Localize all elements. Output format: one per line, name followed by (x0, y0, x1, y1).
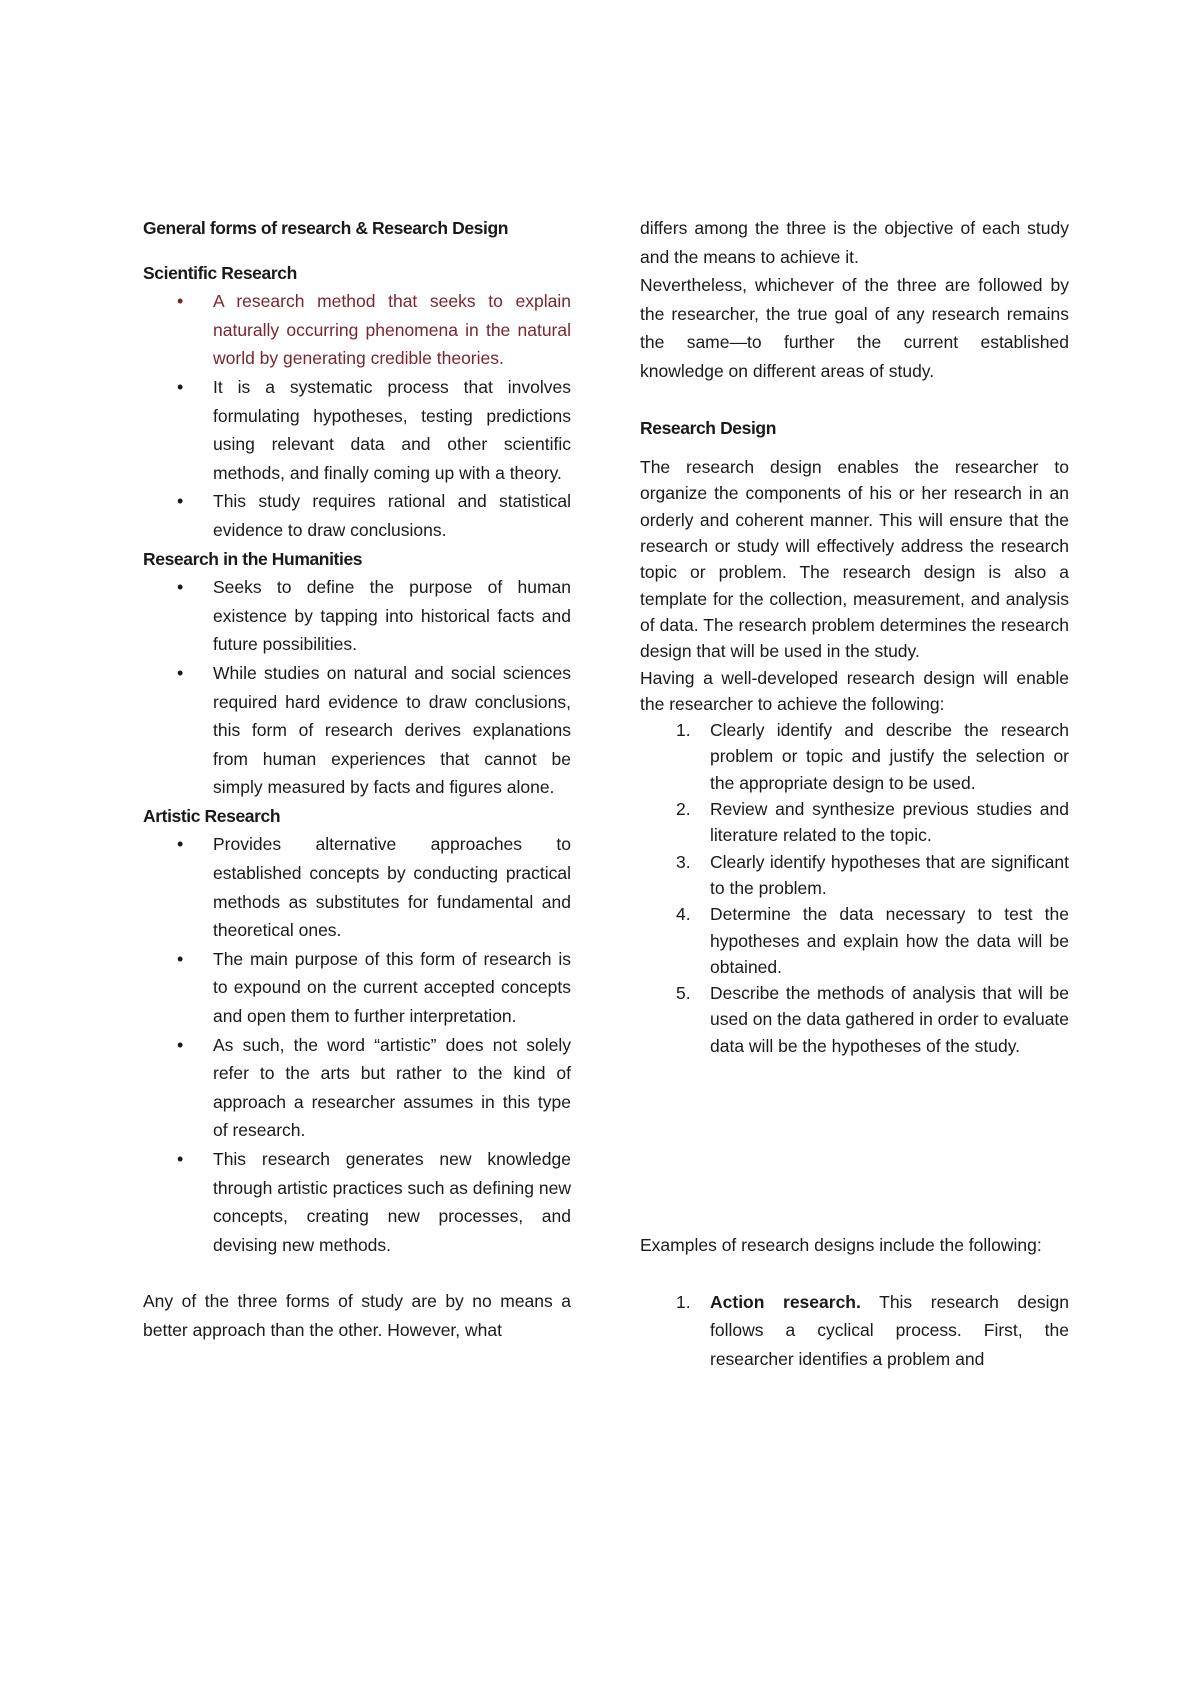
list-item: 3. Clearly identify hypotheses that are significant to the problem. (676, 851, 1069, 898)
document-title: General forms of research & Research Design (143, 218, 509, 238)
list-item: • This research generates new knowledge through artistic practices such as defining new concepts, creating new processes, and devising new methods. (143, 1145, 571, 1259)
list-item: • Provides alternative approaches to established concepts by conducting practical methods as substitutes for fundamental and theoretical ones. (143, 830, 571, 944)
scientific-research-heading: Scientific Research (143, 262, 297, 283)
humanities-heading: Research in the Humanities (143, 548, 363, 569)
list-item: 2. Review and synthesize previous studies and literature related to the topic. (676, 799, 1069, 846)
research-design-intro: Having a well-developed research design will enable the researcher to achieve the following: (640, 667, 1069, 714)
right-column (640, 214, 1069, 1373)
artistic-research-list (143, 830, 571, 1259)
left-column (143, 214, 571, 1345)
research-design-paragraph: The research design enables the researcher to organize the components of his or her research in an orderly and coherent manner. This will ensure that the research or study will effectively address the research topic or problem. The research design is also a template for the collection, measurement, and analysis of data. The research problem determines the research design that will be used in the study. (640, 457, 1069, 662)
list-item: • Seeks to define the purpose of human existence by tapping into historical facts and future possibilities. (143, 573, 571, 659)
closing-paragraph-part1: Any of the three forms of study are by no means a better approach than the other. However, what (143, 1291, 571, 1340)
list-item: 4. Determine the data necessary to test the hypotheses and explain how the data will be obtained. (676, 904, 1069, 977)
scientific-research-list (143, 287, 571, 544)
nevertheless-paragraph: Nevertheless, whichever of the three are followed by the researcher, the true goal of any research remains the same—to further the current established knowledge on different areas of study. (640, 275, 1069, 381)
list-item: • As such, the word “artistic” does not solely refer to the arts but rather to the kind of approach a researcher assumes in this type of research. (143, 1031, 571, 1145)
list-item: • A research method that seeks to explain naturally occurring phenomena in the natural world by generating credible theories. (143, 287, 571, 373)
list-item: • This study requires rational and statistical evidence to draw conclusions. (143, 487, 571, 544)
list-item: • While studies on natural and social sciences required hard evidence to draw conclusions, this form of research derives explanations from human experiences that cannot be simply measured by facts and figures alone. (143, 659, 571, 802)
list-item: 1. Action research. This research design follows a cyclical process. First, the researcher identifies a problem and (676, 1291, 1069, 1369)
research-design-heading: Research Design (640, 417, 777, 438)
list-item: 1. Clearly identify and describe the research problem or topic and justify the selection or the appropriate design to be used. (676, 720, 1069, 793)
closing-paragraph-part2: differs among the three is the objective of each study and the means to achieve it. (640, 218, 1069, 267)
humanities-list (143, 573, 571, 802)
example-term: Action research. (710, 1291, 861, 1312)
research-design-steps (640, 717, 1069, 1059)
list-item: • The main purpose of this form of research is to expound on the current accepted concepts and open them to further interpretation. (143, 945, 571, 1031)
examples-list (640, 1288, 1069, 1374)
examples-intro: Examples of research designs include the following: (640, 1234, 1042, 1255)
list-item: 5. Describe the methods of analysis that will be used on the data gathered in order to evaluate data will be the hypotheses of the study. (676, 983, 1070, 1056)
artistic-research-heading: Artistic Research (143, 805, 281, 826)
list-item: • It is a systematic process that involves formulating hypotheses, testing predictions using relevant data and other scientific methods, and finally coming up with a theory. (143, 373, 571, 487)
